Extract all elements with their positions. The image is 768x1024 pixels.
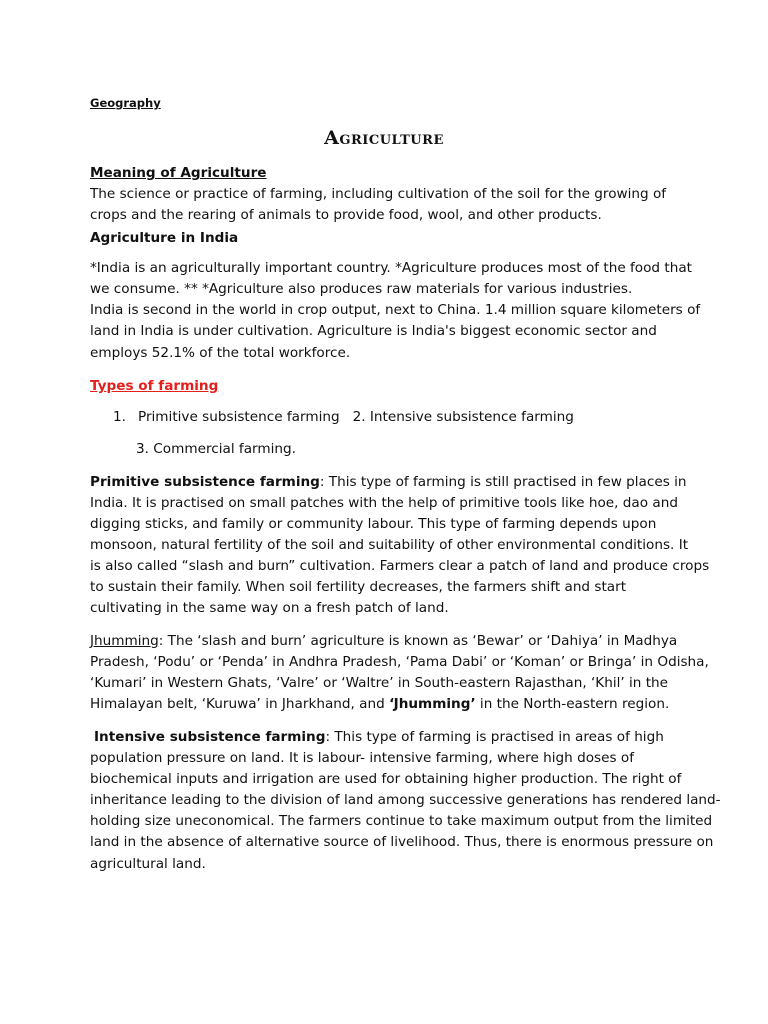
india-line: land in India is under cultivation. Agriculture is India's biggest economic sector and [90, 323, 657, 339]
primitive-line: cultivating in the same way on a fresh patch of land. [90, 600, 449, 616]
intensive-line: inheritance leading to the division of land among successive generations has rendered land- [90, 792, 721, 808]
jhumming-paragraph-first-line [90, 631, 677, 652]
jhumming-text: : The ‘slash and burn’ agriculture is known as ‘Bewar’ or ‘Dahiya’ in Madhya [158, 633, 678, 649]
jhumming-term: Jhumming [90, 633, 159, 649]
jhumming-line: Pradesh, ‘Podu’ or ‘Penda’ in Andhra Pradesh, ‘Pama Dabi’ or ‘Koman’ or Bringa’ in Odisha, [90, 654, 709, 670]
primitive-text: : This type of farming is still practised in few places in [319, 474, 687, 490]
india-line: *India is an agriculturally important country. *Agriculture produces most of the food that [90, 260, 692, 276]
intensive-line: agricultural land. [90, 856, 206, 872]
primitive-line: monsoon, natural fertility of the soil and suitability of other environmental conditions. It [90, 537, 689, 553]
intensive-line: holding size uneconomical. The farmers continue to take maximum output from the limited [90, 813, 713, 829]
meaning-line: crops and the rearing of animals to provide food, wool, and other products. [90, 207, 602, 223]
intensive-line: land in the absence of alternative source of livelihood. Thus, there is enormous pressure on [90, 834, 714, 850]
primitive-line: India. It is practised on small patches with the help of primitive tools like hoe, dao and [90, 495, 678, 511]
intensive-line: population pressure on land. It is labour- intensive farming, where high doses of [90, 750, 634, 766]
meaning-line: The science or practice of farming, including cultivation of the soil for the growing of [90, 186, 667, 202]
india-line: we consume. ** *Agriculture also produces raw materials for various industries. [90, 281, 633, 297]
types-list-item [113, 407, 574, 428]
subject-label: Geography [90, 96, 161, 110]
jhumming-bold-term: ‘Jhumming’ [389, 696, 476, 712]
intensive-line: biochemical inputs and irrigation are used for obtaining higher production. The right of [90, 771, 682, 787]
meaning-heading: Meaning of Agriculture [90, 165, 267, 181]
india-heading: Agriculture in India [90, 230, 239, 246]
india-line: India is second in the world in crop output, next to China. 1.4 million square kilometers of [90, 302, 701, 318]
list-number: 1. [113, 409, 126, 425]
list-item-label: Primitive subsistence farming [137, 409, 340, 425]
intensive-term: Intensive subsistence farming [94, 729, 326, 745]
primitive-line: to sustain their family. When soil fertility decreases, the farmers shift and start [90, 579, 627, 595]
types-heading: Types of farming [90, 378, 219, 394]
intensive-text: : This type of farming is practised in areas of high [325, 729, 664, 745]
primitive-paragraph-first-line [90, 472, 687, 493]
jhumming-line: ‘Kumari’ in Western Ghats, ‘Valre’ or ‘Waltre’ in South-eastern Rajasthan, ‘Khil’ in the [90, 675, 669, 691]
primitive-line: digging sticks, and family or community labour. This type of farming depends upon [90, 516, 657, 532]
jhumming-last-line [90, 694, 669, 715]
jhumming-text: in the North-eastern region. [475, 696, 670, 712]
primitive-term: Primitive subsistence farming [90, 474, 320, 490]
india-line: employs 52.1% of the total workforce. [90, 345, 351, 361]
types-list-item: 3. Commercial farming. [136, 441, 296, 457]
list-item-label: 2. Intensive subsistence farming [352, 409, 574, 425]
primitive-line: is also called “slash and burn” cultivation. Farmers clear a patch of land and produce crops [90, 558, 710, 574]
jhumming-text: Himalayan belt, ‘Kuruwa’ in Jharkhand, and [90, 696, 385, 712]
page-title: Agriculture [324, 127, 444, 149]
intensive-paragraph-first-line [94, 727, 664, 748]
